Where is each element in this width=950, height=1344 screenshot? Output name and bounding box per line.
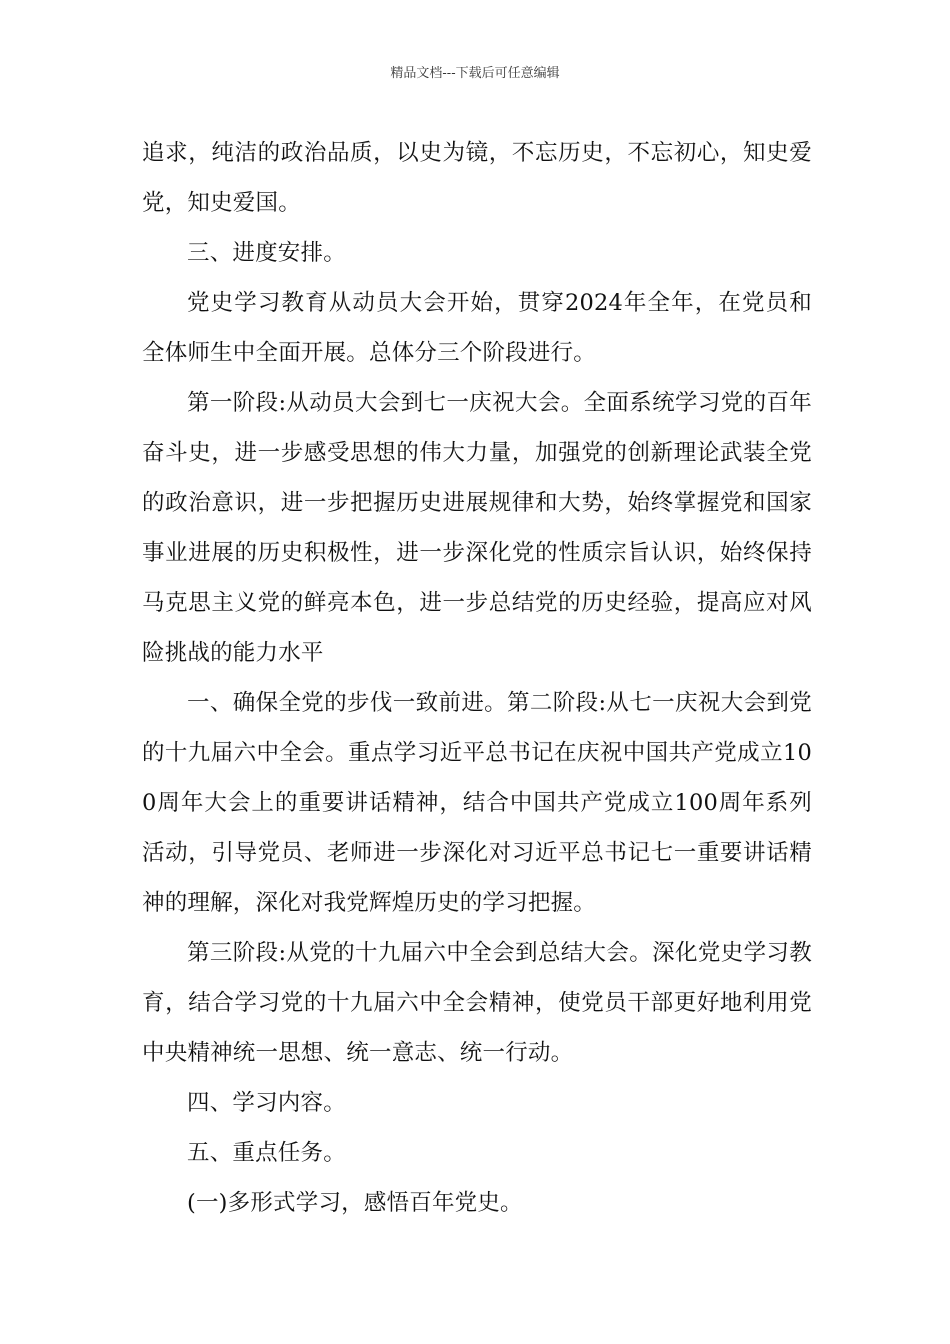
paragraph: 追求，纯洁的政治品质，以史为镜，不忘历史，不忘初心，知史爱党，知史爱国。 [142,140,812,216]
section-heading: 五、重点任务。 [187,1140,346,1166]
section-heading: 三、进度安排。 [187,240,346,266]
subsection-heading: (一)多形式学习，感悟百年党史。 [187,1190,523,1216]
paragraph: 一、确保全党的步伐一致前进。第二阶段:从七一庆祝大会到党的十九届六中全会。重点学习近平总书记在庆祝中国共产党成立100周年大会上的重要讲话精神，结合中国共产党成立100周年系列活动，引导党员、老师进一步深化对习近平总书记七一重要讲话精神的理解，深化对我党辉煌历史的学习把握。 [142,690,812,916]
paragraph: 第三阶段:从党的十九届六中全会到总结大会。深化党史学习教育，结合学习党的十九届六中全会精神，使党员干部更好地利用党中央精神统一思想、统一意志、统一行动。 [142,940,812,1066]
section-heading: 四、学习内容。 [187,1090,346,1116]
paragraph: 第一阶段:从动员大会到七一庆祝大会。全面系统学习党的百年奋斗史，进一步感受思想的伟大力量，加强党的创新理论武装全党的政治意识，进一步把握历史进展规律和大势，始终掌握党和国家事业进展的历史积极性，进一步深化党的性质宗旨认识，始终保持马克思主义党的鲜亮本色，进一步总结党的历史经验，提高应对风险挑战的能力水平 [142,390,812,666]
paragraph: 党史学习教育从动员大会开始，贯穿2024年全年，在党员和全体师生中全面开展。总体分三个阶段进行。 [142,290,812,366]
page-header: 精品文档---下载后可任意编辑 [390,66,560,81]
document-body [142,128,812,1228]
